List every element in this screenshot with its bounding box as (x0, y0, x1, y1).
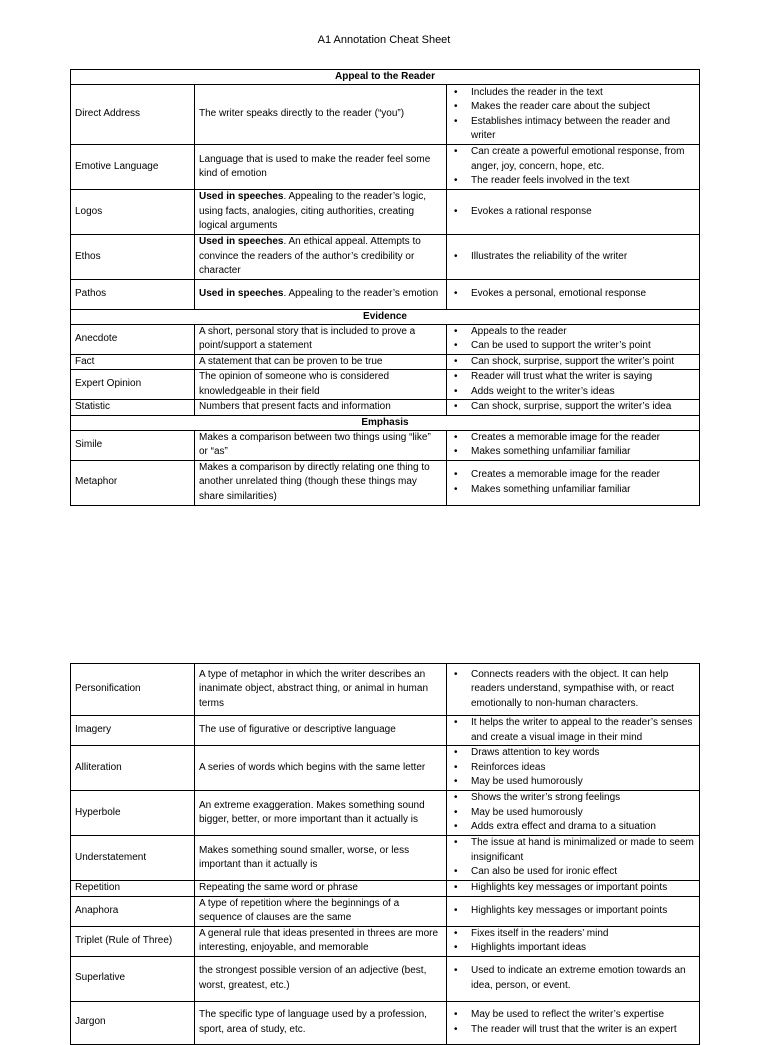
effect-item: • Reinforces ideas (447, 761, 695, 776)
definition-text: Makes a comparison by directly relating one thing to another unrelated thing (though these things may share similarities) (199, 461, 430, 502)
effects-cell (447, 370, 700, 400)
effects-cell (447, 190, 700, 235)
section-header: Evidence (71, 309, 700, 324)
table-row (71, 460, 700, 505)
definition-text: . Appealing to the reader’s emotion (283, 287, 439, 299)
effect-item: • Appeals to the reader (447, 325, 695, 340)
effects-list (447, 468, 695, 497)
effects-cell (447, 400, 700, 416)
definition-cell (195, 881, 447, 897)
term-cell: Direct Address (71, 85, 195, 145)
effect-item: • The reader feels involved in the text (447, 174, 695, 189)
definition-cell (195, 279, 447, 309)
term-cell: Simile (71, 430, 195, 460)
effects-cell (447, 746, 700, 791)
effect-item: • Highlights key messages or important points (447, 904, 695, 919)
effects-cell (447, 836, 700, 881)
table-row (71, 85, 700, 145)
definition-cell (195, 324, 447, 354)
section-header: Appeal to the Reader (71, 70, 700, 85)
effects-list (447, 1008, 695, 1037)
effect-item: • Highlights key messages or important points (447, 881, 695, 896)
term-cell: Repetition (71, 881, 195, 897)
effects-list (447, 250, 695, 265)
table-row (71, 354, 700, 370)
definition-text: . An ethical appeal. Attempts to convince the readers of the author’s credibility or character (199, 236, 421, 276)
term-cell: Superlative (71, 956, 195, 1001)
effects-cell (447, 430, 700, 460)
term-cell: Statistic (71, 400, 195, 416)
effects-list (447, 370, 695, 399)
effects-list (447, 400, 695, 415)
effects-list (447, 746, 695, 790)
effect-item: • Includes the reader in the text (447, 86, 695, 101)
term-cell: Expert Opinion (71, 370, 195, 400)
definition-text: A short, personal story that is included to prove a point/support a statement (199, 325, 416, 351)
definition-cell (195, 926, 447, 956)
annotation-table-1 (70, 69, 700, 506)
term-cell: Understatement (71, 836, 195, 881)
table-row (71, 926, 700, 956)
effect-item: • Makes the reader care about the subject (447, 100, 695, 115)
effect-item: • Highlights important ideas (447, 941, 695, 956)
effect-item: • Can also be used for ironic effect (447, 865, 695, 880)
definition-cell (195, 1001, 447, 1044)
table-row (71, 956, 700, 1001)
table-row (71, 430, 700, 460)
effect-item: • Illustrates the reliability of the writer (447, 250, 695, 265)
definition-cell (195, 400, 447, 416)
page-title: A1 Annotation Cheat Sheet (317, 34, 451, 46)
term-cell: Alliteration (71, 746, 195, 791)
definition-cell (195, 85, 447, 145)
section-header-row (71, 309, 700, 324)
definition-cell (195, 190, 447, 235)
effect-item: • Draws attention to key words (447, 746, 695, 761)
annotation-table-2 (70, 663, 700, 1045)
effect-item: • Makes something unfamiliar familiar (447, 445, 695, 460)
effect-item: • Shows the writer’s strong feelings (447, 791, 695, 806)
effect-item: • May be used humorously (447, 775, 695, 790)
effects-list (447, 325, 695, 354)
definition-text: Makes a comparison between two things using “like” or “as” (199, 431, 431, 457)
term-cell: Anecdote (71, 324, 195, 354)
effects-list (447, 205, 695, 220)
definition-cell (195, 896, 447, 926)
effects-list (447, 904, 695, 919)
table-row (71, 896, 700, 926)
effect-item: • May be used humorously (447, 806, 695, 821)
definition-cell (195, 460, 447, 505)
effects-list (447, 881, 695, 896)
effects-cell (447, 354, 700, 370)
section-header-row (71, 70, 700, 85)
definition-text: Makes something sound smaller, worse, or less important than it actually is (199, 844, 410, 870)
table-row (71, 370, 700, 400)
definition-text: Numbers that present facts and information (199, 401, 391, 412)
table-row (71, 190, 700, 235)
effects-list (447, 836, 695, 880)
term-cell: Personification (71, 664, 195, 716)
effects-list (447, 791, 695, 835)
table-row (71, 145, 700, 190)
definition-text: A general rule that ideas presented in threes are more interesting, enjoyable, and memorable (199, 927, 439, 953)
definition-cell (195, 430, 447, 460)
effect-item: • The reader will trust that the writer is an expert (447, 1023, 695, 1038)
table-row (71, 716, 700, 746)
definition-text: The opinion of someone who is considered knowledgeable in their field (199, 371, 390, 397)
definition-text: Language that is used to make the reader feel some kind of emotion (199, 153, 431, 179)
definition-emphasis: Used in speeches (199, 191, 284, 203)
effects-list (447, 287, 695, 302)
term-cell: Pathos (71, 279, 195, 309)
effect-item: • Creates a memorable image for the reader (447, 431, 695, 446)
effects-cell (447, 145, 700, 190)
term-cell: Triplet (Rule of Three) (71, 926, 195, 956)
effects-cell (447, 926, 700, 956)
table-row (71, 400, 700, 416)
effects-cell (447, 85, 700, 145)
definition-text: The specific type of language used by a profession, sport, area of study, etc. (199, 1009, 427, 1035)
effects-list (447, 668, 695, 712)
definition-cell (195, 235, 447, 280)
effect-item: • Establishes intimacy between the reader and writer (447, 115, 695, 144)
term-cell: Hyperbole (71, 791, 195, 836)
effects-cell (447, 664, 700, 716)
effects-cell (447, 881, 700, 897)
definition-cell (195, 956, 447, 1001)
effect-item: • May be used to reflect the writer’s expertise (447, 1008, 695, 1023)
effect-item: • Adds weight to the writer’s ideas (447, 385, 695, 400)
definition-cell (195, 664, 447, 716)
effect-item: • Adds extra effect and drama to a situation (447, 820, 695, 835)
term-cell: Fact (71, 354, 195, 370)
effect-item: • Can shock, surprise, support the writer’s point (447, 355, 695, 370)
effects-list (447, 86, 695, 144)
effects-cell (447, 956, 700, 1001)
effect-item: • Makes something unfamiliar familiar (447, 483, 695, 498)
effect-item: • Can create a powerful emotional response, from anger, joy, concern, hope, etc. (447, 145, 695, 174)
term-cell: Metaphor (71, 460, 195, 505)
table-row (71, 279, 700, 309)
effect-item: • Connects readers with the object. It can help readers understand, sympathise with, or react emotionally to non-human characters. (447, 668, 695, 712)
definition-text: A series of words which begins with the same letter (199, 761, 426, 773)
effects-cell (447, 716, 700, 746)
term-cell: Emotive Language (71, 145, 195, 190)
definition-cell (195, 746, 447, 791)
table-row (71, 881, 700, 897)
term-cell: Ethos (71, 235, 195, 280)
effect-item: • Evokes a personal, emotional response (447, 287, 695, 302)
effects-list (447, 355, 695, 370)
definition-text: Repeating the same word or phrase (199, 882, 358, 893)
table-row (71, 836, 700, 881)
effects-list (447, 431, 695, 460)
effects-cell (447, 791, 700, 836)
effects-list (447, 716, 695, 745)
effects-cell (447, 324, 700, 354)
definition-cell (195, 791, 447, 836)
effect-item: • It helps the writer to appeal to the reader’s senses and create a visual image in their mind (447, 716, 695, 745)
table-row (71, 1001, 700, 1044)
definition-emphasis: Used in speeches (199, 287, 284, 299)
effect-item: • Can shock, surprise, support the writer’s idea (447, 400, 695, 415)
term-cell: Anaphora (71, 896, 195, 926)
definition-cell (195, 354, 447, 370)
effect-item: • The issue at hand is minimalized or made to seem insignificant (447, 836, 695, 865)
effect-item: • Fixes itself in the readers’ mind (447, 927, 695, 942)
table-row (71, 235, 700, 280)
section-header: Emphasis (71, 415, 700, 430)
table-row (71, 791, 700, 836)
effect-item: • Can be used to support the writer’s point (447, 339, 695, 354)
effect-item: • Evokes a rational response (447, 205, 695, 220)
effects-cell (447, 235, 700, 280)
effects-list (447, 927, 695, 956)
effects-list (447, 145, 695, 189)
effects-cell (447, 896, 700, 926)
definition-text: The writer speaks directly to the reader (“you”) (199, 108, 405, 120)
term-cell: Logos (71, 190, 195, 235)
table-row (71, 746, 700, 791)
definition-cell (195, 836, 447, 881)
definition-cell (195, 145, 447, 190)
effects-cell (447, 279, 700, 309)
effects-list (447, 964, 695, 993)
definition-text: the strongest possible version of an adjective (best, worst, greatest, etc.) (199, 965, 427, 991)
section-header-row (71, 415, 700, 430)
definition-text: The use of figurative or descriptive language (199, 724, 396, 736)
definition-text: A statement that can be proven to be true (199, 355, 383, 367)
definition-cell (195, 716, 447, 746)
term-cell: Jargon (71, 1001, 195, 1044)
effect-item: • Reader will trust what the writer is saying (447, 370, 695, 385)
effect-item: • Used to indicate an extreme emotion towards an idea, person, or event. (447, 964, 695, 993)
definition-cell (195, 370, 447, 400)
definition-text: . Appealing to the reader’s logic, using facts, analogies, citing authorities, creating logical arguments (199, 191, 426, 232)
effects-cell (447, 460, 700, 505)
table-row (71, 324, 700, 354)
definition-emphasis: Used in speeches (199, 236, 284, 247)
effect-item: • Creates a memorable image for the reader (447, 468, 695, 483)
term-cell: Imagery (71, 716, 195, 746)
definition-text: A type of metaphor in which the writer describes an inanimate object, abstract thing, or animal in human terms (199, 668, 429, 709)
effects-cell (447, 1001, 700, 1044)
table-row (71, 664, 700, 716)
definition-text: An extreme exaggeration. Makes something sound bigger, better, or more important than it actually is (199, 799, 425, 825)
definition-text: A type of repetition where the beginnings of a sequence of clauses are the same (199, 897, 400, 923)
